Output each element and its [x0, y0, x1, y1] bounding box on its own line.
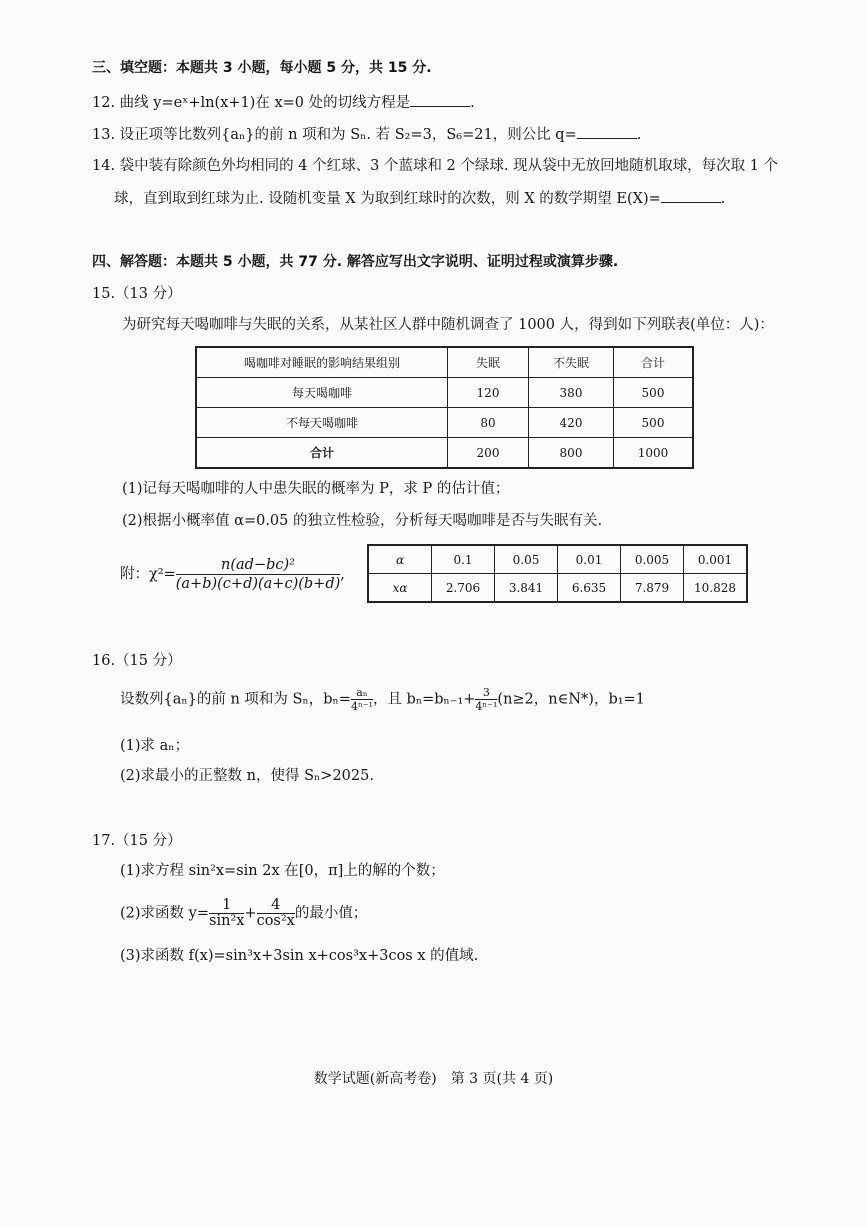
q17-part2-a: (2)求函数 y= — [120, 905, 209, 922]
table-cell: 2.706 — [432, 574, 495, 603]
table-header-cell: 不失眠 — [529, 347, 614, 378]
q16-fraction-2 — [475, 686, 497, 713]
question-16-part2: (2)求最小的正整数 n，使得 Sₙ>2025. — [120, 768, 374, 784]
q17-plus: + — [244, 905, 257, 922]
q17-fraction-2 — [257, 898, 295, 929]
question-17-header: 17.（15 分） — [92, 833, 182, 849]
fraction-denominator: cos²x — [256, 913, 295, 929]
table-row — [196, 408, 693, 438]
chi-square-formula: 附：χ²= $\frac{\text{n(ad−bc)²}}{(a+b)(c+d)(a+c)(b+d)}$ , — [120, 557, 345, 592]
table-header-row — [196, 347, 693, 378]
table-cell: 80 — [448, 408, 529, 438]
table-row — [368, 545, 747, 574]
section3-heading: 三、填空题：本题共 3 小题，每小题 5 分，共 15 分. — [92, 60, 432, 76]
formula-fraction — [176, 556, 341, 593]
question-17-part2 — [120, 898, 367, 929]
q17-part2-b: 的最小值； — [294, 905, 368, 922]
table-cell: 1000 — [614, 438, 694, 469]
table-cell: 800 — [529, 438, 614, 469]
q17-fraction-1 — [209, 898, 244, 929]
question-12-text: 12. 曲线 y=eˣ+ln(x+1)在 x=0 处的切线方程是 — [92, 95, 411, 111]
question-16-part1: (1)求 aₙ； — [120, 738, 190, 754]
question-15-part1: (1)记每天喝咖啡的人中患失眠的概率为 P，求 P 的估计值； — [122, 481, 510, 497]
question-13-text: 13. 设正项等比数列{aₙ}的前 n 项和为 Sₙ. 若 S₂=3，S₆=21，则公比 q= — [92, 127, 577, 143]
question-16-header: 16.（15 分） — [92, 653, 182, 669]
table-cell: α — [368, 545, 432, 574]
q16-stem-b: ，且 bₙ=bₙ₋₁+ — [372, 691, 476, 708]
question-16-stem — [120, 686, 645, 713]
table-cell: 7.879 — [621, 574, 684, 603]
page-footer: 数学试题(新高考卷) 第 3 页(共 4 页) — [313, 1071, 554, 1087]
table-row — [196, 378, 693, 408]
table-cell: 0.1 — [432, 545, 495, 574]
table-cell: 500 — [614, 408, 694, 438]
question-12: 12. 曲线 y=eˣ+ln(x+1)在 x=0 处的切线方程是 . — [92, 92, 475, 113]
question-14-line1: 14. 袋中装有除颜色外均相同的 4 个红球、3 个蓝球和 2 个绿球. 现从袋中无放回地随机取球，每次取 1 个 — [92, 158, 779, 174]
table-cell: 0.01 — [558, 545, 621, 574]
question-14-text: 球，直到取到红球为止. 设随机变量 X 为取到红球时的次数，则 X 的数学期望 E(X)= — [114, 191, 661, 207]
fraction-denominator: 4ⁿ⁻¹ — [350, 700, 373, 713]
q16-fraction-1 — [351, 686, 373, 713]
table-cell: 3.841 — [495, 574, 558, 603]
question-15-header: 15.（13 分） — [92, 286, 182, 302]
table-cell: 0.001 — [684, 545, 748, 574]
contingency-table — [195, 346, 694, 469]
table-cell: 合计 — [196, 438, 448, 469]
fraction-numerator: 4 — [257, 898, 295, 914]
table-row — [368, 574, 747, 603]
fraction-denominator: sin²x — [209, 913, 245, 929]
table-cell: 不每天喝咖啡 — [196, 408, 448, 438]
table-cell: 380 — [529, 378, 614, 408]
table-cell: 120 — [448, 378, 529, 408]
question-17-part3: (3)求函数 f(x)=sin³x+3sin x+cos³x+3cos x 的值域. — [120, 948, 479, 964]
q16-stem-c: (n≥2，n∈N*)，b₁=1 — [497, 691, 645, 708]
answer-blank — [577, 124, 637, 139]
appendix-label: 附：χ²= — [120, 566, 176, 583]
question-14-line2: 球，直到取到红球为止. 设随机变量 X 为取到红球时的次数，则 X 的数学期望 E(X)= . — [114, 188, 725, 209]
critical-value-table — [367, 544, 748, 603]
fraction-numerator: 3 — [475, 686, 497, 700]
fraction-numerator: aₙ — [351, 686, 373, 700]
table-row — [196, 438, 693, 469]
answer-blank — [410, 92, 470, 107]
table-header-cell: 失眠 — [448, 347, 529, 378]
table-header-cell: 合计 — [614, 347, 694, 378]
table-cell: 10.828 — [684, 574, 748, 603]
table-cell: 每天喝咖啡 — [196, 378, 448, 408]
answer-blank — [661, 188, 721, 203]
fraction-denominator: 4ⁿ⁻¹ — [475, 700, 498, 713]
table-cell: 0.05 — [495, 545, 558, 574]
fraction-numerator: 1 — [209, 898, 244, 914]
question-13: 13. 设正项等比数列{aₙ}的前 n 项和为 Sₙ. 若 S₂=3，S₆=21，则公比 q= . — [92, 124, 641, 145]
question-15-part2: (2)根据小概率值 α=0.05 的独立性检验，分析每天喝咖啡是否与失眠有关. — [122, 513, 603, 529]
table-cell: 500 — [614, 378, 694, 408]
table-cell: 6.635 — [558, 574, 621, 603]
question-17-part1: (1)求方程 sin²x=sin 2x 在[0，π]上的解的个数； — [120, 863, 445, 879]
question-15-intro: 为研究每天喝咖啡与失眠的关系，从某社区人群中随机调查了 1000 人，得到如下列联表(单位：人)： — [122, 317, 774, 333]
table-cell: 420 — [529, 408, 614, 438]
table-cell: 0.005 — [621, 545, 684, 574]
formula-denominator: (a+b)(c+d)(a+c)(b+d) — [175, 576, 341, 592]
table-header-cell: 喝咖啡对睡眠的影响结果组别 — [196, 347, 448, 378]
section4-heading: 四、解答题：本题共 5 小题，共 77 分. 解答应写出文字说明、证明过程或演算步骤. — [92, 254, 619, 270]
q16-stem-a: 设数列{aₙ}的前 n 项和为 Sₙ，bₙ= — [120, 691, 351, 708]
table-cell: xα — [368, 574, 432, 603]
formula-numerator: n(ad−bc)² — [176, 556, 341, 575]
table-cell: 200 — [448, 438, 529, 469]
